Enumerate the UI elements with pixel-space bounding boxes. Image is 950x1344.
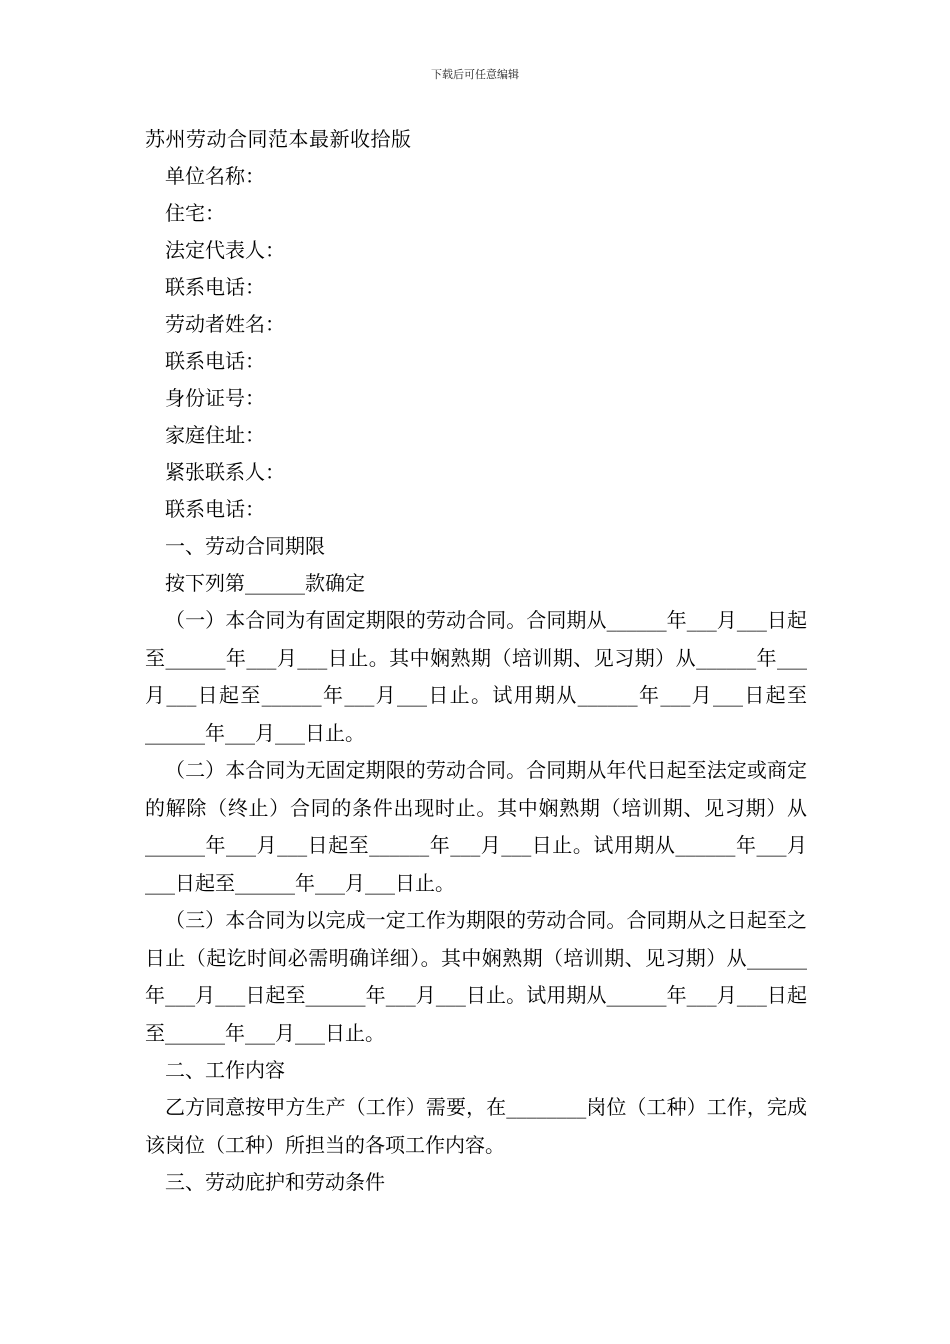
field-worker-name: 劳动者姓名： [165, 312, 285, 336]
field-company-name: 单位名称： [165, 164, 265, 188]
section1-instruction: 按下列第______款确定 [165, 571, 365, 595]
document-title: 苏州劳动合同范本最新收拾版 [145, 127, 412, 151]
field-address: 住宅： [165, 201, 225, 225]
field-company-phone: 联系电话： [165, 275, 265, 299]
section2-heading: 二、工作内容 [165, 1058, 285, 1082]
section1-clause2: （二）本合同为无固定期限的劳动合同。合同期从年代日起至法定或商定的解除（终止）合同的条件出现时止。其中娴熟期（培训期、见习期）从______年___月___日起至______年___月___日止。试用期从______年___月___日起至______年___月___日止。 [145, 758, 807, 895]
page-header-note: 下载后可任意编辑 [431, 68, 519, 81]
section3-heading: 三、劳动庇护和劳动条件 [165, 1170, 385, 1194]
field-id-number: 身份证号： [165, 386, 265, 410]
field-home-address: 家庭住址： [165, 423, 265, 447]
section1-clause3: （三）本合同为以完成一定工作为期限的劳动合同。合同期从之日起至之日止（起讫时间必需明确详细）。其中娴熟期（培训期、见习期）从______年___月___日起至______年___月___日止。试用期从______年___月___日起至______年___月___日止。 [145, 908, 807, 1045]
section2-body: 乙方同意按甲方生产（工作）需要，在________岗位（工种）工作，完成该岗位（工种）所担当的各项工作内容。 [145, 1095, 807, 1157]
field-legal-representative: 法定代表人： [165, 238, 285, 262]
field-worker-phone: 联系电话： [165, 349, 265, 373]
section1-heading: 一、劳动合同期限 [165, 534, 325, 558]
field-emergency-phone: 联系电话： [165, 497, 265, 521]
field-emergency-contact: 紧张联系人： [165, 460, 285, 484]
document-body [145, 121, 807, 1201]
section1-clause1: （一）本合同为有固定期限的劳动合同。合同期从______年___月___日起至______年___月___日止。其中娴熟期（培训期、见习期）从______年___月___日起至______年___月___日止。试用期从______年___月___日起至______年___月___日止。 [145, 608, 807, 745]
